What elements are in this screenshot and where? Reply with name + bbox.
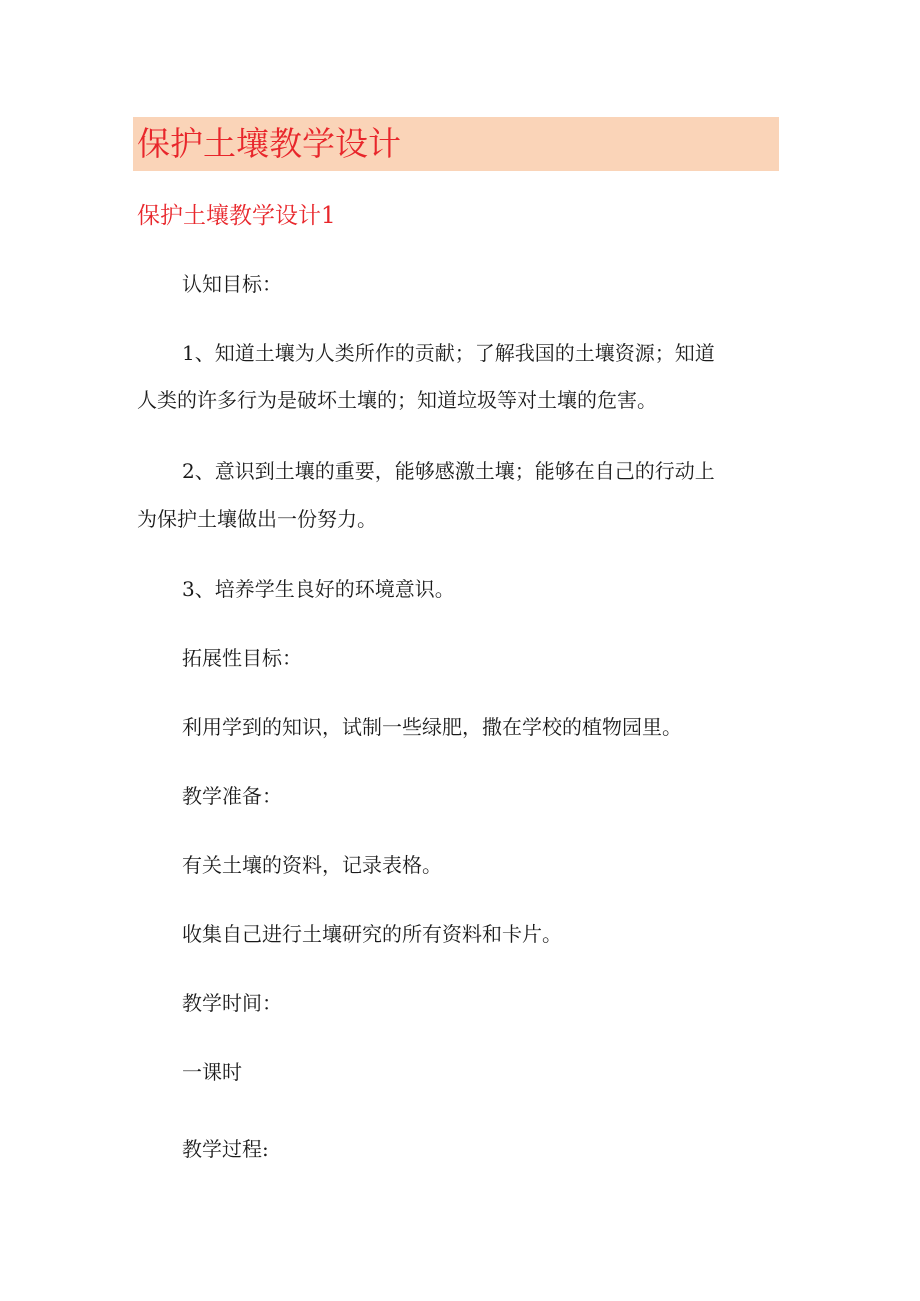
paragraph-goal-2-line-2: 为保护土壤做出一份努力。: [137, 507, 377, 531]
section-heading: 保护土壤教学设计1: [137, 203, 336, 229]
paragraph-teaching-time: 一课时: [182, 1060, 242, 1084]
title-banner: [133, 117, 779, 171]
paragraph-teaching-prep-2: 收集自己进行土壤研究的所有资料和卡片。: [182, 922, 562, 946]
paragraph-cognitive-goals-label: 认知目标：: [182, 272, 282, 296]
paragraph-goal-2-line-1: 2、意识到土壤的重要，能够感激土壤；能够在自己的行动上: [182, 459, 715, 483]
paragraph-extended-goals-label: 拓展性目标：: [182, 646, 302, 670]
document-title: 保护土壤教学设计: [137, 124, 401, 163]
paragraph-teaching-prep-1: 有关土壤的资料，记录表格。: [182, 853, 442, 877]
paragraph-teaching-prep-label: 教学准备：: [182, 784, 282, 808]
paragraph-goal-1-line-2: 人类的许多行为是破坏土壤的；知道垃圾等对土壤的危害。: [137, 388, 657, 412]
paragraph-teaching-process-label: 教学过程:: [182, 1137, 269, 1161]
paragraph-extended-goal: 利用学到的知识，试制一些绿肥，撒在学校的植物园里。: [182, 715, 682, 739]
paragraph-goal-1-line-1: 1、知道土壤为人类所作的贡献；了解我国的土壤资源；知道: [182, 341, 715, 365]
paragraph-teaching-time-label: 教学时间：: [182, 991, 282, 1015]
paragraph-goal-3: 3、培养学生良好的环境意识。: [182, 577, 455, 601]
